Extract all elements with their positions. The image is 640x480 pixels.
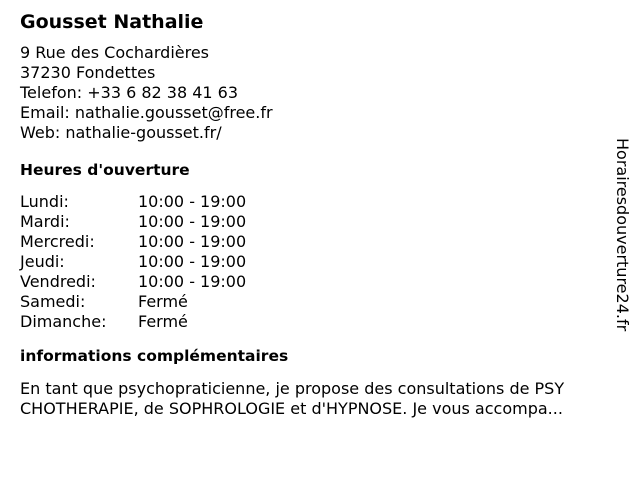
hours-row-wednesday (20, 232, 610, 252)
info-heading: informations complémentaires (20, 347, 289, 365)
hours-row-saturday (20, 292, 610, 312)
info-line-1: En tant que psychopraticienne, je propose des consultations de PSY (20, 379, 565, 398)
hours-value: Fermé (138, 312, 188, 331)
day-label: Jeudi: (20, 252, 65, 271)
hours-value: Fermé (138, 292, 188, 311)
site-watermark[interactable]: Horairesdouverture24.fr (613, 138, 632, 332)
hours-value: 10:00 - 19:00 (138, 212, 247, 231)
phone-number[interactable]: Telefon: +33 6 82 38 41 63 (20, 83, 239, 102)
day-label: Lundi: (20, 192, 69, 211)
hours-table (20, 192, 610, 332)
hours-row-thursday (20, 252, 610, 272)
hours-row-tuesday (20, 212, 610, 232)
day-label: Dimanche: (20, 312, 107, 331)
day-label: Samedi: (20, 292, 86, 311)
hours-value: 10:00 - 19:00 (138, 272, 247, 291)
day-label: Mardi: (20, 212, 70, 231)
email-address[interactable]: Email: nathalie.gousset@free.fr (20, 103, 273, 122)
hours-value: 10:00 - 19:00 (138, 252, 247, 271)
business-name: Gousset Nathalie (20, 11, 204, 33)
day-label: Mercredi: (20, 232, 95, 251)
hours-row-sunday (20, 312, 610, 332)
hours-value: 10:00 - 19:00 (138, 192, 247, 211)
info-description (20, 379, 630, 419)
hours-value: 10:00 - 19:00 (138, 232, 247, 251)
website-link[interactable]: Web: nathalie-gousset.fr/ (20, 123, 222, 142)
day-label: Vendredi: (20, 272, 96, 291)
info-line-2: CHOTHERAPIE, de SOPHROLOGIE et d'HYPNOSE. Je vous accompa... (20, 399, 563, 418)
contact-block (20, 43, 610, 143)
city-address: 37230 Fondettes (20, 63, 156, 82)
hours-heading: Heures d'ouverture (20, 161, 190, 179)
business-card (20, 8, 610, 419)
hours-row-friday (20, 272, 610, 292)
street-address: 9 Rue des Cochardières (20, 43, 210, 62)
hours-row-monday (20, 192, 610, 212)
